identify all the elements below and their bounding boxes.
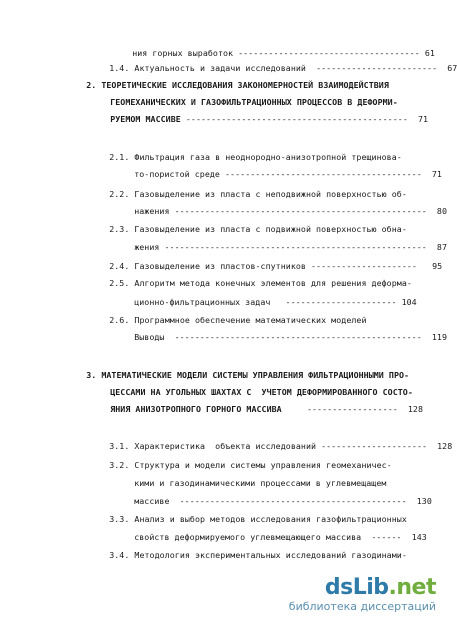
toc-entry-text: Структура и модели системы управления геомеханичес- bbox=[134, 460, 392, 470]
toc-page-number: 128 bbox=[437, 441, 453, 451]
watermark-logo bbox=[289, 576, 436, 600]
toc-entry-text: Методология экспериментальных исследований газодинами- bbox=[134, 550, 407, 560]
toc-entry-text: свойств деформируемого углевмещающего массива bbox=[134, 532, 362, 542]
toc-entry-number: 3.4. bbox=[109, 550, 130, 560]
toc-entry-number: 2.4. bbox=[109, 261, 130, 271]
toc-page-number: 71 bbox=[417, 114, 429, 124]
toc-entry-text: Выводы bbox=[134, 332, 165, 342]
toc-chapter-title: РУЕМОМ МАССИВЕ bbox=[110, 114, 181, 124]
toc-dots: -------------------------------------------------- bbox=[174, 206, 427, 216]
toc-chapter-title: ТЕОРЕТИЧЕСКИЕ ИССЛЕДОВАНИЯ ЗАКОНОМЕРНОСТЕЙ ВЗАИМОДЕЙСТВИЯ bbox=[101, 80, 389, 90]
toc-entry-text: Фильтрация газа в неоднородно-анизотропной трещинова- bbox=[134, 152, 402, 162]
watermark-logo-main: dsLib bbox=[324, 575, 389, 600]
toc-page-number: 104 bbox=[401, 297, 417, 307]
toc-dots: --------------------- bbox=[321, 441, 428, 451]
toc-entry-number: 1.4. bbox=[109, 63, 130, 73]
toc-entry-text: Газовыделение из пласта с подвижной поверхностью обна- bbox=[134, 224, 407, 234]
toc-entry-text: массиве bbox=[134, 496, 170, 506]
toc-dots: ------ bbox=[371, 532, 402, 542]
toc-dots: --------------------------------------------- bbox=[179, 496, 407, 506]
toc-entry-text: нажения bbox=[134, 206, 170, 216]
toc-chapter-title: МАТЕМАТИЧЕСКИЕ МОДЕЛИ СИСТЕМЫ УПРАВЛЕНИЯ ФИЛЬТРАЦИОННЫМИ ПРО- bbox=[101, 370, 410, 380]
toc-chapter-title: ЯНИЯ АНИЗОТРОПНОГО ГОРНОГО МАССИВА bbox=[110, 404, 282, 414]
toc-dots: ------------------ bbox=[306, 404, 398, 414]
toc-entry-text: ния горных выработок bbox=[132, 48, 234, 58]
toc-entry-number: 3.3. bbox=[109, 514, 130, 524]
toc-page-number: 67 bbox=[447, 63, 457, 73]
toc-page-number: 143 bbox=[411, 532, 427, 542]
watermark bbox=[289, 576, 436, 613]
toc-page-number: 130 bbox=[416, 496, 432, 506]
toc-entry-number: 2.3. bbox=[109, 224, 130, 234]
toc-line bbox=[114, 322, 447, 352]
toc-dots: ------------------------------------------------- bbox=[174, 332, 422, 342]
toc-entry-text: Программное обеспечение математических моделей bbox=[134, 315, 367, 325]
toc-page-number: 119 bbox=[431, 332, 448, 342]
toc-dots: ------------------------------------ bbox=[238, 48, 420, 58]
toc-dots: --------------------------------------- bbox=[225, 169, 422, 179]
toc-entry-text: Газовыделение из пласта с неподвижной поверхностью об- bbox=[134, 189, 407, 199]
toc-entry-number: 2.2. bbox=[109, 189, 130, 199]
watermark-logo-tld: .net bbox=[388, 575, 436, 600]
toc-page-number: 128 bbox=[407, 404, 424, 414]
toc-entry-number: 3.1. bbox=[109, 441, 130, 451]
toc-dots: ---------------------------------------------------- bbox=[164, 242, 427, 252]
toc-entry-number: 2.5. bbox=[109, 278, 130, 288]
toc-entry-text: Алгоритм метода конечных элементов для решения деформа- bbox=[134, 278, 412, 288]
toc-entry-text: Характеристика объекта исследований bbox=[134, 441, 317, 451]
toc-entry-number: 3.2. bbox=[109, 460, 130, 470]
toc-page-number: 87 bbox=[436, 242, 448, 252]
toc-dots: -------------------------------------------- bbox=[185, 114, 408, 124]
toc-chapter-line bbox=[90, 394, 423, 424]
toc-chapter-line bbox=[90, 104, 428, 134]
toc-entry-number: 2.6. bbox=[109, 315, 130, 325]
toc-entry-text: Анализ и выбор методов исследования газофильтрационных bbox=[134, 514, 407, 524]
toc-entry-number: 2.1. bbox=[109, 152, 130, 162]
toc-page-number: 61 bbox=[424, 48, 435, 58]
toc-entry-text: ционно-фильтрационных задач bbox=[134, 297, 271, 307]
toc-dots: ---------------------- bbox=[285, 297, 397, 307]
watermark-subtitle: библиотека диссертаций bbox=[288, 600, 436, 613]
toc-entry-text: жения bbox=[134, 242, 160, 252]
toc-chapter-title: ЦЕССАМИ НА УГОЛЬНЫХ ШАХТАХ С УЧЕТОМ ДЕФОРМИРОВАННОГО СОСТО- bbox=[110, 387, 413, 397]
toc-entry-text: Газовыделение из пластов-спутников bbox=[134, 261, 306, 271]
toc-entry-text: то-пористой среде bbox=[134, 169, 220, 179]
toc-dots: ------------------------ bbox=[316, 63, 438, 73]
toc-page-number: 71 bbox=[431, 169, 442, 179]
toc-entry-text: кими и газодинамическими процессами в углевмещащем bbox=[134, 478, 387, 488]
toc-dots: --------------------- bbox=[311, 261, 417, 271]
toc-chapter-number: 3. bbox=[86, 370, 97, 380]
toc-line bbox=[89, 540, 407, 570]
toc-page-number: 80 bbox=[436, 206, 448, 216]
toc-chapter-title: ГЕОМЕХАНИЧЕСКИХ И ГАЗОФИЛЬТРАЦИОННЫХ ПРОЦЕССОВ В ДЕФОРМИ- bbox=[110, 97, 398, 107]
toc-chapter-number: 2. bbox=[86, 80, 97, 90]
toc-page-number: 95 bbox=[432, 261, 443, 271]
toc-entry-text: Актуальность и задачи исследований bbox=[134, 63, 306, 73]
